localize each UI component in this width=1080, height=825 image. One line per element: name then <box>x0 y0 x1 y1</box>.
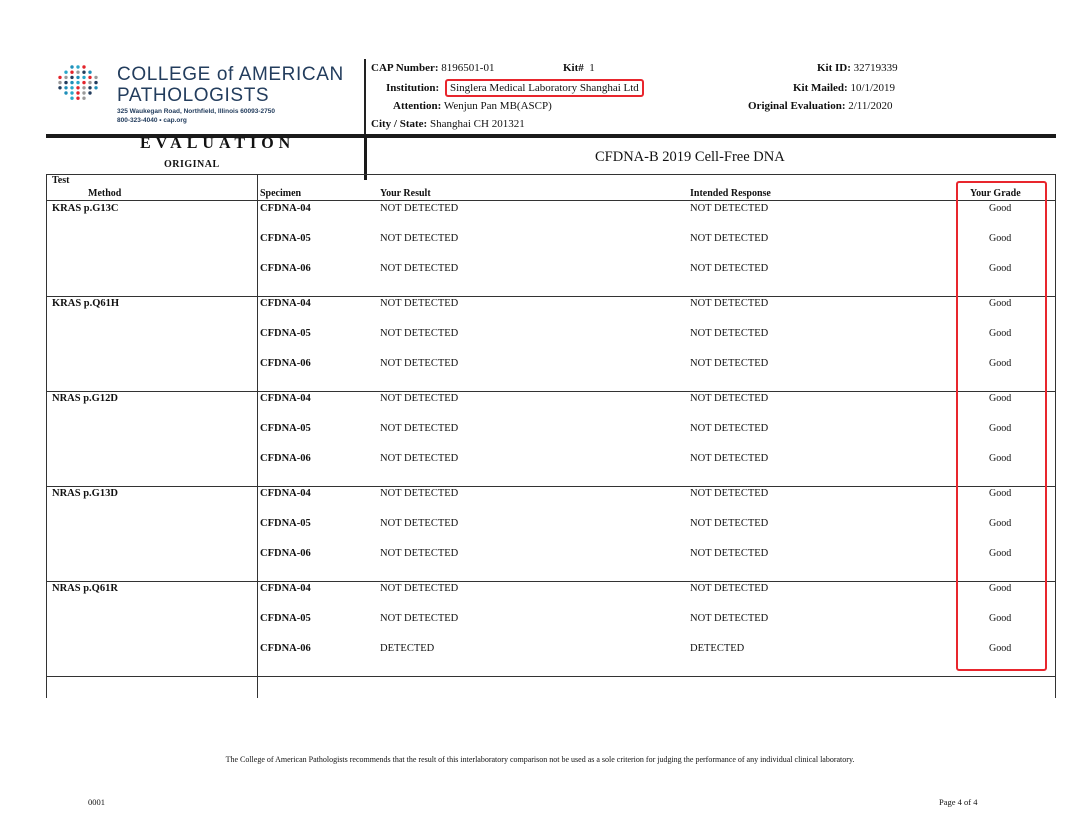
your-result-cell: NOT DETECTED <box>380 423 459 434</box>
institution-label: Institution: <box>386 82 440 94</box>
your-result-cell: NOT DETECTED <box>380 233 459 244</box>
test-method-label: NRAS p.Q61R <box>52 583 118 594</box>
your-grade-cell: Good <box>989 548 1012 559</box>
footer-code: 0001 <box>88 797 105 807</box>
test-method-label: NRAS p.G13D <box>52 488 118 499</box>
intended-response-cell: NOT DETECTED <box>690 518 769 529</box>
kit-number-value: 1 <box>589 62 595 74</box>
your-result-cell: NOT DETECTED <box>380 453 459 464</box>
your-result-cell: NOT DETECTED <box>380 518 459 529</box>
test-method-label: KRAS p.Q61H <box>52 298 120 309</box>
your-result-cell: NOT DETECTED <box>380 328 459 339</box>
table-col-divider <box>257 174 258 698</box>
specimen-cell: CFDNA-04 <box>260 583 311 594</box>
col-header-result: Your Result <box>380 188 431 199</box>
header-row-rule <box>46 200 1056 201</box>
col-header-grade: Your Grade <box>970 188 1021 199</box>
your-grade-cell: Good <box>989 298 1012 309</box>
attention-label: Attention: <box>393 100 442 112</box>
your-result-cell: NOT DETECTED <box>380 263 459 274</box>
specimen-cell: CFDNA-06 <box>260 263 311 274</box>
cap-number-value: 8196501-01 <box>441 62 495 74</box>
institution-value: Singlera Medical Laboratory Shanghai Ltd <box>450 82 639 94</box>
intended-response-cell: NOT DETECTED <box>690 548 769 559</box>
kit-id-value: 32719339 <box>853 62 898 74</box>
page-number: Page 4 of 4 <box>939 797 978 807</box>
col-header-intended: Intended Response <box>690 188 771 199</box>
specimen-cell: CFDNA-06 <box>260 548 311 559</box>
org-contact: 800-323-4040 • cap.org <box>117 117 187 124</box>
your-grade-cell: Good <box>989 233 1012 244</box>
kit-title: CFDNA-B 2019 Cell-Free DNA <box>595 149 785 165</box>
specimen-cell: CFDNA-06 <box>260 358 311 369</box>
specimen-cell: CFDNA-05 <box>260 518 311 529</box>
specimen-cell: CFDNA-04 <box>260 298 311 309</box>
your-grade-cell: Good <box>989 613 1012 624</box>
city-label: City / State: <box>371 118 428 130</box>
institution-row <box>386 82 439 94</box>
city-row <box>371 118 525 130</box>
kit-number-label: Kit# <box>563 62 584 74</box>
your-result-cell: NOT DETECTED <box>380 358 459 369</box>
group-separator-rule <box>46 296 1056 297</box>
institution-highlight <box>445 79 644 97</box>
evaluation-subtitle: ORIGINAL <box>164 159 220 170</box>
disclaimer-note: The College of American Pathologists recommends that the result of this interlaboratory comparison not be used as a sole criterion for judging the performance of any individual clinical laboratory. <box>225 755 855 764</box>
test-method-label: NRAS p.G12D <box>52 393 118 404</box>
intended-response-cell: NOT DETECTED <box>690 233 769 244</box>
intended-response-cell: NOT DETECTED <box>690 613 769 624</box>
attention-value: Wenjun Pan MB(ASCP) <box>443 100 552 112</box>
original-evaluation-label: Original Evaluation: <box>748 100 846 112</box>
intended-response-cell: NOT DETECTED <box>690 328 769 339</box>
your-result-cell: NOT DETECTED <box>380 488 459 499</box>
kit-mailed-label: Kit Mailed: <box>793 82 848 94</box>
kit-id-row <box>817 62 898 74</box>
specimen-cell: CFDNA-05 <box>260 233 311 244</box>
intended-response-cell: NOT DETECTED <box>690 423 769 434</box>
specimen-cell: CFDNA-05 <box>260 613 311 624</box>
your-result-cell: NOT DETECTED <box>380 298 459 309</box>
intended-response-cell: NOT DETECTED <box>690 263 769 274</box>
cap-number-row <box>371 62 494 74</box>
intended-response-cell: NOT DETECTED <box>690 298 769 309</box>
city-value: Shanghai CH 201321 <box>429 118 525 130</box>
group-separator-rule <box>46 676 1056 677</box>
your-grade-cell: Good <box>989 203 1012 214</box>
your-grade-cell: Good <box>989 263 1012 274</box>
kit-number-row <box>563 62 595 74</box>
col-header-specimen: Specimen <box>260 188 302 199</box>
specimen-cell: CFDNA-05 <box>260 423 311 434</box>
org-name-line1: COLLEGE of AMERICAN <box>117 64 344 85</box>
your-grade-cell: Good <box>989 453 1012 464</box>
col-header-method: Method <box>88 188 122 199</box>
attention-row <box>393 100 552 112</box>
cap-logo-icon <box>52 63 104 103</box>
your-grade-cell: Good <box>989 488 1012 499</box>
col-header-test: Test <box>52 175 70 186</box>
intended-response-cell: NOT DETECTED <box>690 358 769 369</box>
table-top-rule <box>46 174 1056 175</box>
specimen-cell: CFDNA-06 <box>260 643 311 654</box>
cap-number-label: CAP Number: <box>371 62 439 74</box>
specimen-cell: CFDNA-04 <box>260 393 311 404</box>
specimen-cell: CFDNA-06 <box>260 453 311 464</box>
kit-id-label: Kit ID: <box>817 62 851 74</box>
org-name-line2: PATHOLOGISTS <box>117 85 270 106</box>
table-left-border <box>46 174 47 698</box>
grade-column-highlight <box>956 181 1047 671</box>
evaluation-title: EVALUATION <box>140 135 296 152</box>
intended-response-cell: DETECTED <box>690 643 745 654</box>
your-grade-cell: Good <box>989 643 1012 654</box>
specimen-cell: CFDNA-05 <box>260 328 311 339</box>
your-result-cell: NOT DETECTED <box>380 583 459 594</box>
your-result-cell: NOT DETECTED <box>380 393 459 404</box>
intended-response-cell: NOT DETECTED <box>690 203 769 214</box>
your-grade-cell: Good <box>989 583 1012 594</box>
your-grade-cell: Good <box>989 423 1012 434</box>
group-separator-rule <box>46 391 1056 392</box>
kit-mailed-value: 10/1/2019 <box>850 82 896 94</box>
your-result-cell: NOT DETECTED <box>380 203 459 214</box>
your-grade-cell: Good <box>989 328 1012 339</box>
original-evaluation-row <box>748 100 892 112</box>
header-divider <box>364 59 366 135</box>
intended-response-cell: NOT DETECTED <box>690 583 769 594</box>
test-method-label: KRAS p.G13C <box>52 203 119 214</box>
group-separator-rule <box>46 486 1056 487</box>
your-result-cell: DETECTED <box>380 643 435 654</box>
original-evaluation-value: 2/11/2020 <box>848 100 893 112</box>
table-right-border <box>1055 174 1056 698</box>
kit-mailed-row <box>793 82 895 94</box>
your-grade-cell: Good <box>989 518 1012 529</box>
group-separator-rule <box>46 581 1056 582</box>
intended-response-cell: NOT DETECTED <box>690 488 769 499</box>
your-grade-cell: Good <box>989 393 1012 404</box>
your-result-cell: NOT DETECTED <box>380 613 459 624</box>
your-grade-cell: Good <box>989 358 1012 369</box>
org-address: 325 Waukegan Road, Northfield, Illinois 60093-2750 <box>117 108 275 115</box>
intended-response-cell: NOT DETECTED <box>690 393 769 404</box>
your-result-cell: NOT DETECTED <box>380 548 459 559</box>
intended-response-cell: NOT DETECTED <box>690 453 769 464</box>
specimen-cell: CFDNA-04 <box>260 488 311 499</box>
specimen-cell: CFDNA-04 <box>260 203 311 214</box>
